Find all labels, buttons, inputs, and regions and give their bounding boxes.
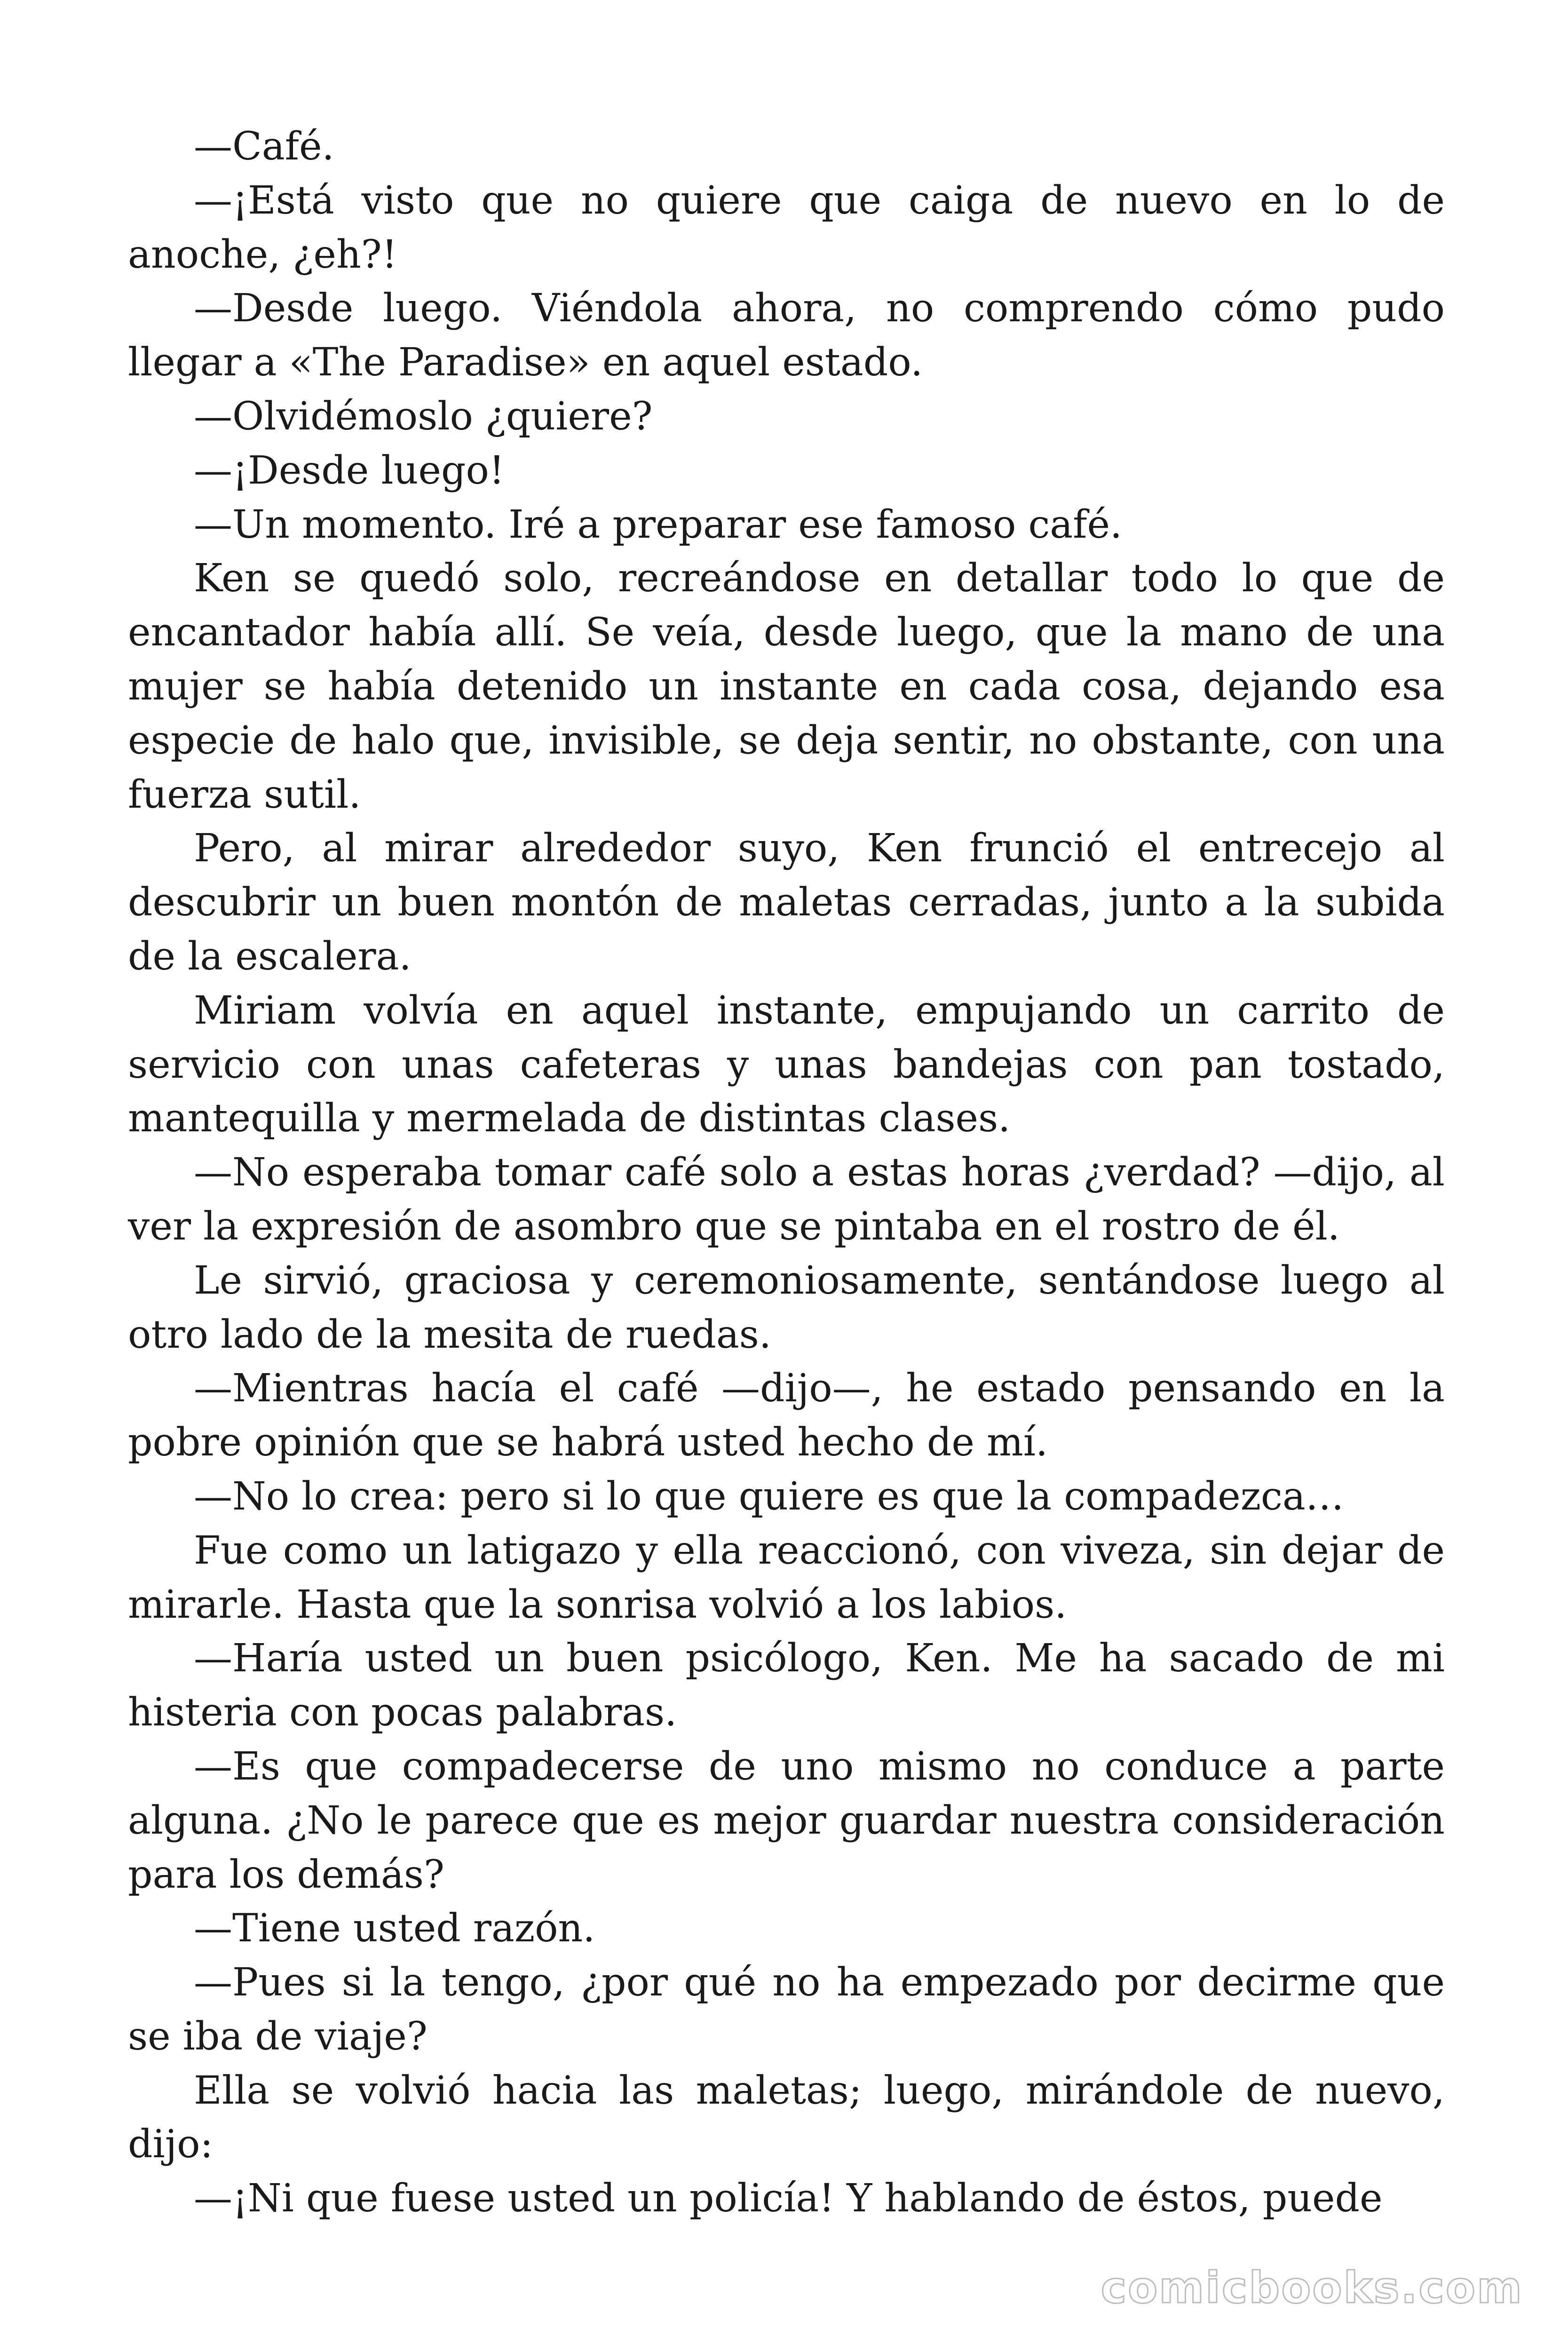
paragraph: Le sirvió, graciosa y ceremoniosamente, sentándose luego al otro lado de la mesita de ruedas.	[128, 1258, 1445, 1357]
paragraph: —Un momento. Iré a preparar ese famoso café.	[194, 502, 1123, 547]
paragraph: Fue como un latigazo y ella reaccionó, con viveza, sin dejar de mirarle. Hasta que la sonrisa volvió a los labios.	[128, 1528, 1445, 1627]
paragraph: —Café.	[194, 124, 334, 169]
paragraph: —Tiene usted razón.	[194, 1906, 595, 1951]
body-text	[128, 120, 1445, 2226]
watermark: comicbooks.com	[1101, 2263, 1523, 2313]
paragraph: Ken se quedó solo, recreándose en detallar todo lo que de encantador había allí. Se veía, desde luego, que la mano de una mujer se había detenido un instante en cada cosa, dejando esa especie de halo que, invisible, se deja sentir, no obstante, con una fuerza sutil.	[128, 556, 1445, 817]
paragraph: —¡Está visto que no quiere que caiga de nuevo en lo de anoche, ¿eh?!	[128, 178, 1445, 277]
paragraph: —Haría usted un buen psicólogo, Ken. Me ha sacado de mi histeria con pocas palabras.	[128, 1636, 1445, 1735]
paragraph: Miriam volvía en aquel instante, empujando un carrito de servicio con unas cafeteras y unas bandejas con pan tostado, mantequilla y mermelada de distintas clases.	[128, 988, 1445, 1141]
paragraph: Ella se volvió hacia las maletas; luego, mirándole de nuevo, dijo:	[128, 2068, 1445, 2167]
paragraph: —Mientras hacía el café —dijo—, he estado pensando en la pobre opinión que se habrá usted hecho de mí.	[128, 1366, 1445, 1465]
paragraph: —¡Ni que fuese usted un policía! Y hablando de éstos, puede	[194, 2176, 1383, 2221]
paragraph: —Olvidémoslo ¿quiere?	[194, 394, 653, 439]
paragraph: Pero, al mirar alrededor suyo, Ken frunció el entrecejo al descubrir un buen montón de maletas cerradas, junto a la subida de la escalera.	[128, 826, 1445, 979]
paragraph: —No lo crea: pero si lo que quiere es que la compadezca…	[194, 1474, 1344, 1519]
paragraph: —¡Desde luego!	[194, 448, 505, 493]
paragraph: —Es que compadecerse de uno mismo no conduce a parte alguna. ¿No le parece que es mejor guardar nuestra consideración para los demás?	[128, 1744, 1445, 1897]
paragraph: —No esperaba tomar café solo a estas horas ¿verdad? —dijo, al ver la expresión de asombro que se pintaba en el rostro de él.	[128, 1150, 1445, 1249]
paragraph: —Desde luego. Viéndola ahora, no comprendo cómo pudo llegar a «The Paradise» en aquel estado.	[128, 286, 1445, 385]
paragraph: —Pues si la tengo, ¿por qué no ha empezado por decirme que se iba de viaje?	[128, 1960, 1445, 2059]
